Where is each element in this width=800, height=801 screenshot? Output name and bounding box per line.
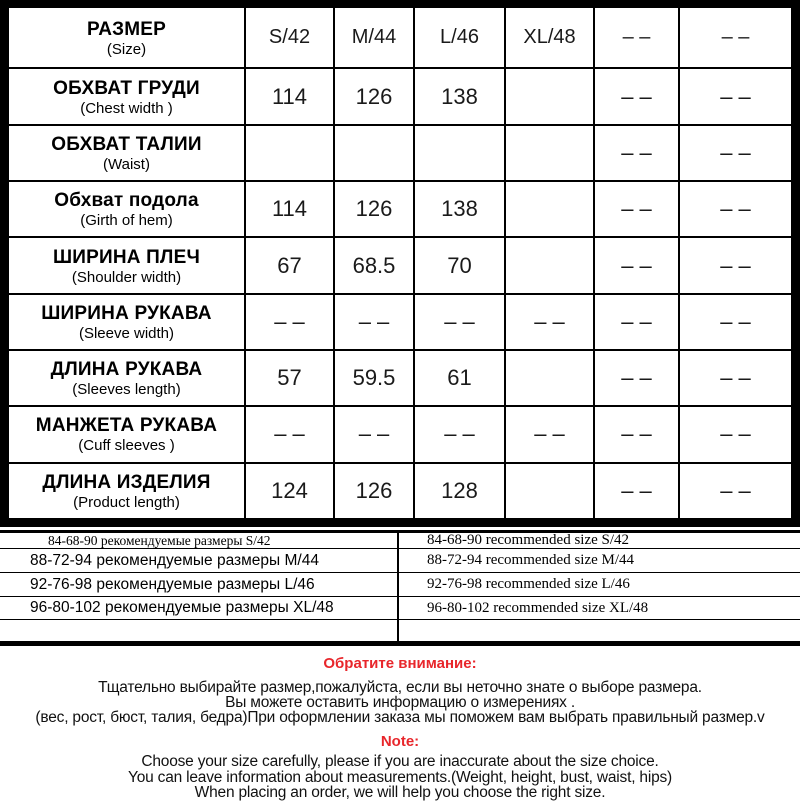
size-value-cell: 126 <box>334 463 414 519</box>
size-value-cell: 126 <box>334 68 414 124</box>
size-value-cell: – – <box>334 406 414 462</box>
size-value-cell: – – <box>594 406 679 462</box>
size-column-header: M/44 <box>334 7 414 68</box>
size-value-cell: 68.5 <box>334 237 414 293</box>
row-label-en: (Shoulder width) <box>71 268 182 286</box>
size-table-row <box>8 125 792 181</box>
row-label-ru: ОБХВАТ ТАЛИИ <box>51 133 202 155</box>
recommended-size-en: 84-68-90 recommended size S/42 <box>427 532 630 548</box>
row-label <box>8 237 245 293</box>
row-label-en: (Girth of hem) <box>80 212 173 230</box>
recommended-size-ru <box>0 620 399 641</box>
size-value-cell: – – <box>679 181 792 237</box>
size-value-cell: – – <box>679 350 792 406</box>
row-label-en: (Sleeves length) <box>72 381 181 399</box>
size-value-cell: – – <box>594 350 679 406</box>
size-value-cell: – – <box>505 406 594 462</box>
row-label <box>8 294 245 350</box>
size-column-header: L/46 <box>414 7 505 68</box>
recommended-size-en: 96-80-102 recommended size XL/48 <box>427 599 649 616</box>
size-value-cell: 57 <box>245 350 334 406</box>
row-label-en: (Chest width ) <box>80 99 173 117</box>
row-label-ru: ОБХВАТ ГРУДИ <box>53 77 200 99</box>
size-value-cell: 114 <box>245 68 334 124</box>
size-value-cell <box>414 125 505 181</box>
size-value-cell: 61 <box>414 350 505 406</box>
size-value-cell: – – <box>414 406 505 462</box>
size-table-row <box>8 406 792 462</box>
row-label <box>8 181 245 237</box>
size-value-cell: – – <box>679 294 792 350</box>
recommended-row <box>0 533 800 549</box>
row-label-ru: Обхват подола <box>54 190 199 212</box>
size-value-cell: 138 <box>414 68 505 124</box>
size-value-cell <box>505 181 594 237</box>
row-label-ru: ДЛИНА ИЗДЕЛИЯ <box>42 471 211 493</box>
size-column-header: – – <box>594 7 679 68</box>
size-value-cell: – – <box>679 237 792 293</box>
recommended-row <box>0 573 800 597</box>
size-value-cell: – – <box>414 294 505 350</box>
recommended-sizes-table <box>0 530 800 646</box>
size-value-cell: – – <box>594 125 679 181</box>
size-value-cell: 126 <box>334 181 414 237</box>
note-line-ru: (вес, рост, бюст, талия, бедра)При оформлении заказа мы поможем вам выбрать правильный размер.v <box>35 709 765 726</box>
row-label-ru: ШИРИНА РУКАВА <box>41 302 212 324</box>
recommended-size-ru: 84-68-90 рекомендуемые размеры S/42 <box>0 533 399 548</box>
size-table-row <box>8 350 792 406</box>
size-table-row <box>8 463 792 519</box>
size-value-cell <box>505 463 594 519</box>
size-value-cell <box>505 237 594 293</box>
size-value-cell <box>505 350 594 406</box>
row-label-en: (Waist) <box>103 155 150 173</box>
recommended-size-en: 88-72-94 recommended size M/44 <box>427 552 635 568</box>
size-value-cell: 128 <box>414 463 505 519</box>
size-value-cell: – – <box>594 294 679 350</box>
recommended-size-ru: 88-72-94 рекомендуемые размеры M/44 <box>0 549 399 572</box>
size-value-cell <box>334 125 414 181</box>
recommended-empty-row <box>0 620 800 641</box>
size-table-row <box>8 68 792 124</box>
size-value-cell: – – <box>594 237 679 293</box>
size-value-cell: – – <box>594 68 679 124</box>
size-value-cell: – – <box>679 463 792 519</box>
size-column-header: XL/48 <box>505 7 594 68</box>
size-value-cell: – – <box>594 181 679 237</box>
row-label <box>8 7 245 68</box>
size-value-cell <box>505 125 594 181</box>
size-value-cell: 59.5 <box>334 350 414 406</box>
note-line-ru: Тщательно выбирайте размер,пожалуйста, если вы неточно знате о выборе размера. <box>98 679 702 696</box>
size-value-cell: – – <box>679 68 792 124</box>
note-line-en: When placing an order, we will help you choose the right size. <box>194 784 606 801</box>
row-label-ru: ШИРИНА ПЛЕЧ <box>52 246 200 268</box>
row-label <box>8 125 245 181</box>
size-value-cell <box>505 68 594 124</box>
row-label-en: (Product length) <box>73 493 180 511</box>
row-label-ru: РАЗМЕР <box>87 18 166 40</box>
row-label-en: (Size) <box>106 40 147 58</box>
note-heading-en: Note: <box>380 733 420 750</box>
size-value-cell: 124 <box>245 463 334 519</box>
recommended-size-en <box>399 620 800 641</box>
recommended-size-en: 92-76-98 recommended size L/46 <box>427 576 630 592</box>
row-label-ru: МАНЖЕТА РУКАВА <box>35 415 218 437</box>
recommended-size-ru: 92-76-98 рекомендуемые размеры L/46 <box>0 573 399 596</box>
recommended-row <box>0 549 800 573</box>
size-table-body <box>8 7 792 519</box>
size-value-cell: – – <box>505 294 594 350</box>
row-label-en: (Sleeve width) <box>78 324 175 342</box>
note-line-en: You can leave information about measurements.(Weight, height, bust, waist, hips) <box>127 768 673 786</box>
notes-section <box>0 650 800 801</box>
size-value-cell: – – <box>594 463 679 519</box>
note-line-ru: Вы можете оставить информацию о измерениях . <box>225 694 575 711</box>
row-label <box>8 68 245 124</box>
size-column-header: S/42 <box>245 7 334 68</box>
size-value-cell: 138 <box>414 181 505 237</box>
note-line-en: Choose your size carefully, please if you are inaccurate about the size choice. <box>141 753 659 770</box>
size-table-header-row <box>8 7 792 68</box>
row-label <box>8 350 245 406</box>
recommended-row <box>0 597 800 620</box>
size-value-cell <box>245 125 334 181</box>
size-value-cell: – – <box>679 406 792 462</box>
size-value-cell: – – <box>679 125 792 181</box>
row-label <box>8 463 245 519</box>
size-column-header: – – <box>679 7 792 68</box>
size-value-cell: 67 <box>245 237 334 293</box>
size-value-cell: – – <box>334 294 414 350</box>
recommended-size-ru: 96-80-102 рекомендуемые размеры XL/48 <box>0 597 399 619</box>
size-value-cell: – – <box>245 406 334 462</box>
size-value-cell: – – <box>245 294 334 350</box>
size-value-cell: 114 <box>245 181 334 237</box>
row-label <box>8 406 245 462</box>
row-label-ru: ДЛИНА РУКАВА <box>50 359 203 381</box>
note-heading-ru: Обратите внимание: <box>323 655 477 672</box>
size-table-row <box>8 181 792 237</box>
size-value-cell: 70 <box>414 237 505 293</box>
row-label-en: (Cuff sleeves ) <box>78 437 175 455</box>
size-table-row <box>8 237 792 293</box>
size-table-row <box>8 294 792 350</box>
size-table <box>7 6 793 520</box>
